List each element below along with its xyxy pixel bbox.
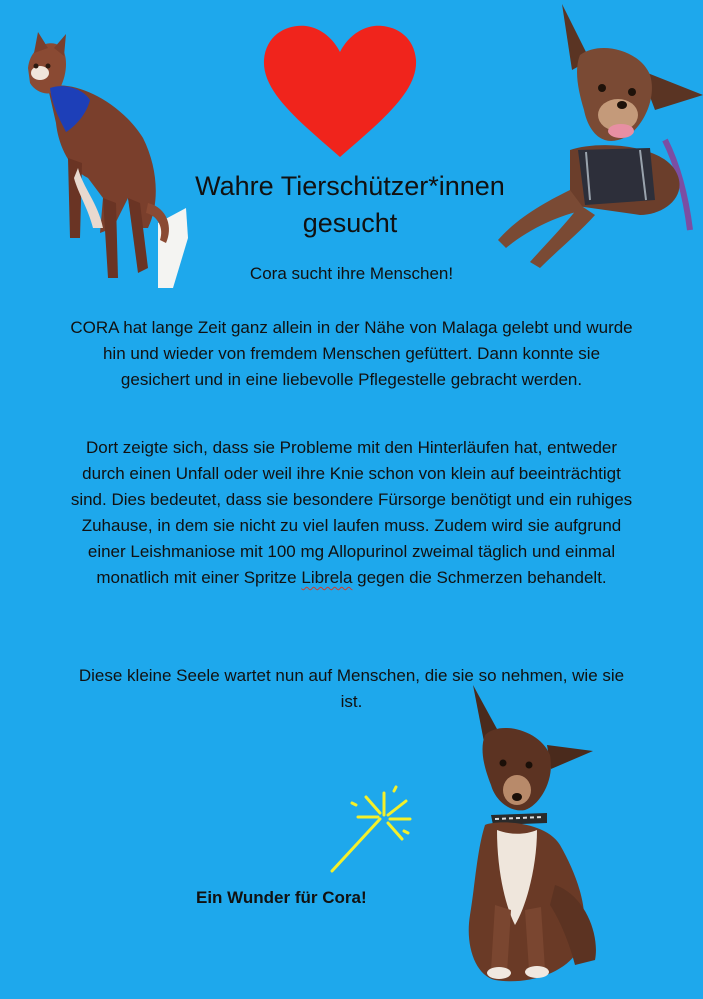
footer-tagline: Ein Wunder für Cora! <box>196 888 367 907</box>
paragraph-health-text-end: gegen die Schmerzen behandelt. <box>352 568 607 587</box>
paragraph-closing: Diese kleine Seele wartet nun auf Menschen, die sie so nehmen, wie sie ist. <box>78 666 625 711</box>
paragraph-health <box>70 435 633 591</box>
sparkler-icon <box>322 785 414 877</box>
spellcheck-marked-word: Librela <box>301 568 353 587</box>
paragraph-intro: CORA hat lange Zeit ganz allein in der Nähe von Malaga gelebt und wurde hin und wieder von fremdem Menschen gefüttert. Dann konnte sie gesichert und in eine liebevolle Pflegestelle gebracht werden. <box>70 318 633 389</box>
dog-photo-sitting <box>455 685 605 990</box>
paragraph-health-text: Dort zeigte sich, dass sie Probleme mit den Hinterläufen hat, entweder durch einen Unfall oder weil ihre Knie schon von klein auf beeinträchtigt sind. Dies bedeutet, dass sie besondere Fürsorge benötigt und ein ruhiges Zuhause, in dem sie nicht zu viel laufen muss. Zudem wird sie aufgrund einer Leishmaniose mit 100 mg Allopurinol zweimal täglich und einmal monatlich mit einer Spritze <box>70 438 633 587</box>
subtitle: Cora sucht ihre Menschen! <box>249 264 454 283</box>
dog-photo-walking <box>8 28 188 288</box>
page-title: Wahre Tierschützer*innen gesucht <box>195 171 505 238</box>
heart-icon <box>260 22 420 162</box>
